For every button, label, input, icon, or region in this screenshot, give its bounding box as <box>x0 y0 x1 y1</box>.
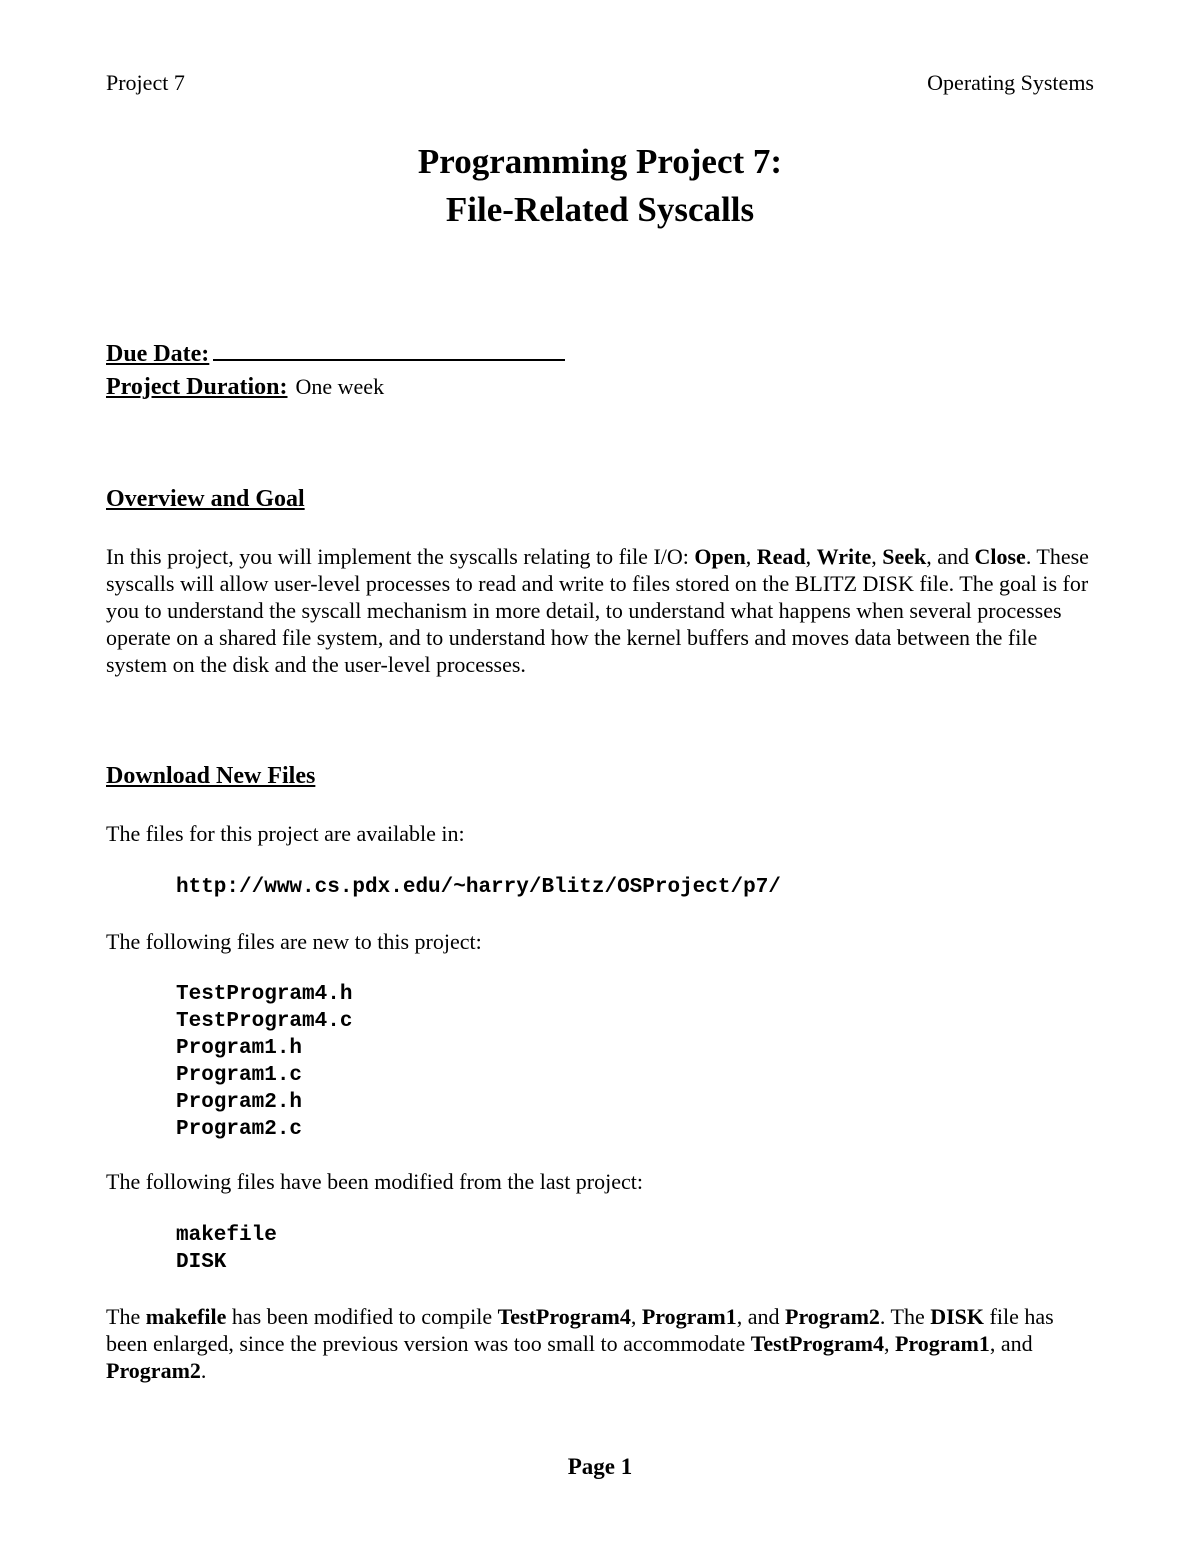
duration-label: Project Duration: <box>106 374 288 400</box>
duration-line <box>106 374 384 401</box>
modified-files-list <box>176 1222 277 1276</box>
page-title-line2: File-Related Syscalls <box>445 190 755 229</box>
due-date-blank <box>213 358 565 361</box>
header-project: Project 7 <box>106 70 185 95</box>
new-files-intro: The following files are new to this project: <box>106 929 482 954</box>
list-item: makefile <box>176 1224 277 1247</box>
list-item: Program2.h <box>176 1091 303 1114</box>
page-number: Page 1 <box>567 1454 633 1479</box>
modified-files-intro: The following files have been modified from the last project: <box>106 1169 644 1194</box>
duration-value: One week <box>295 374 385 399</box>
overview-paragraph: In this project, you will implement the syscalls relating to file I/O: Open, Read, Write, Seek, and Close. These syscalls will allow user-level processes to read and write to files stored on the BLITZ DISK file. The goal is for you to understand the syscall mechanism in more detail, to understand what happens when several processes operate on a shared file system, and to understand how the kernel buffers and moves data between the file system on the disk and the user-level processes. <box>106 544 1089 677</box>
overview-heading: Overview and Goal <box>106 486 305 512</box>
list-item: Program2.c <box>176 1118 303 1141</box>
page-title-line1: Programming Project 7: <box>417 142 783 181</box>
new-files-list <box>176 981 352 1143</box>
list-item: Program1.c <box>176 1064 303 1087</box>
list-item: Program1.h <box>176 1037 303 1060</box>
download-url: http://www.cs.pdx.edu/~harry/Blitz/OSProject/p7/ <box>176 876 781 899</box>
download-heading: Download New Files <box>106 763 316 789</box>
list-item: TestProgram4.c <box>176 1010 353 1033</box>
list-item: DISK <box>176 1251 227 1274</box>
download-closing-paragraph: The makefile has been modified to compile TestProgram4, Program1, and Program2. The DISK file has been enlarged, since the previous version was too small to accommodate TestProgram4, Program1, and Program2. <box>106 1304 1054 1383</box>
download-intro: The files for this project are available in: <box>106 821 465 846</box>
list-item: TestProgram4.h <box>176 983 353 1006</box>
header-course: Operating Systems <box>927 70 1094 95</box>
due-date-line <box>106 341 565 368</box>
due-date-label: Due Date: <box>106 341 210 367</box>
